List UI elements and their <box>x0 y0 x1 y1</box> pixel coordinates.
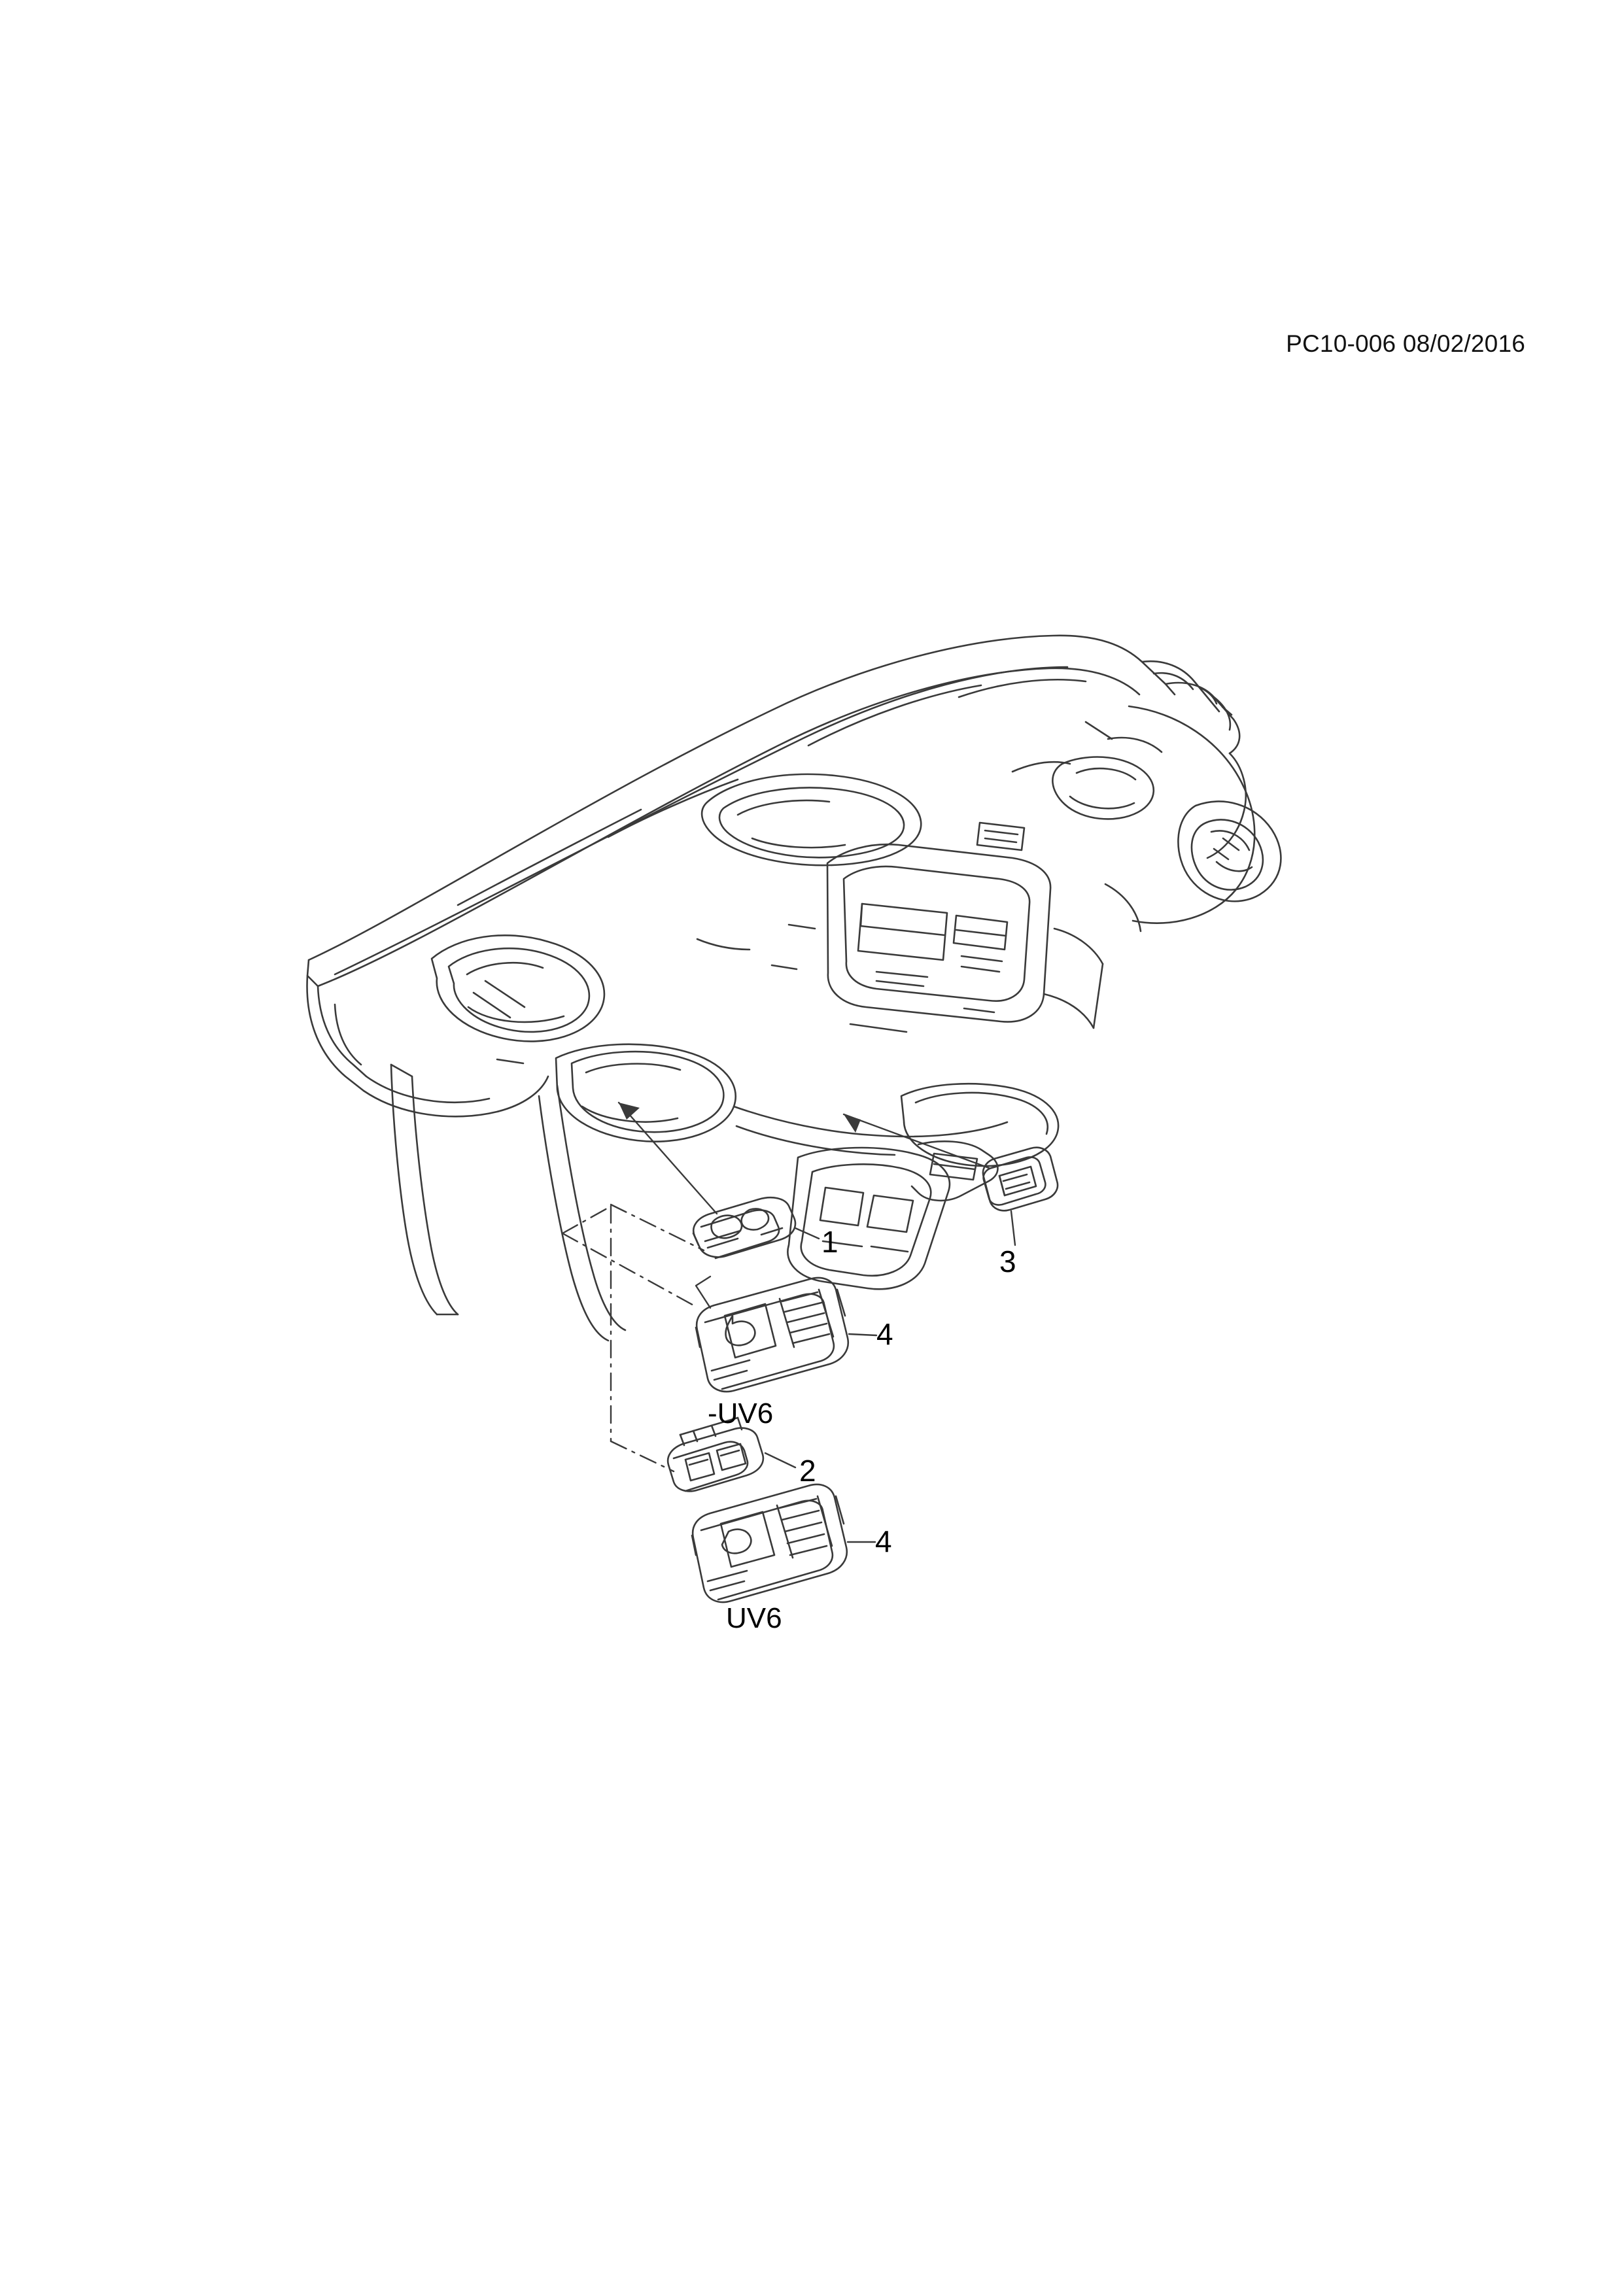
callout-label-4-upper: 4 <box>876 1317 893 1351</box>
leader-lines <box>619 1103 1015 1542</box>
part-4b-switch-bezel <box>692 1484 847 1602</box>
document-code: PC10-006 08/02/2016 <box>1286 330 1525 357</box>
callout-label-1: 1 <box>821 1225 838 1259</box>
callout-label-2: 2 <box>799 1454 816 1488</box>
part-4a-switch-bezel <box>696 1278 848 1392</box>
construction-lines <box>562 1205 704 1471</box>
variant-label-not-uv6: -UV6 <box>708 1397 774 1430</box>
variant-label-uv6: UV6 <box>726 1602 782 1634</box>
callout-label-3: 3 <box>999 1244 1016 1278</box>
callout-label-4-lower: 4 <box>875 1524 892 1558</box>
part-3-small-switch <box>983 1148 1058 1211</box>
instrument-panel-outline <box>307 636 1281 1341</box>
part-1-window-switch <box>693 1197 795 1258</box>
